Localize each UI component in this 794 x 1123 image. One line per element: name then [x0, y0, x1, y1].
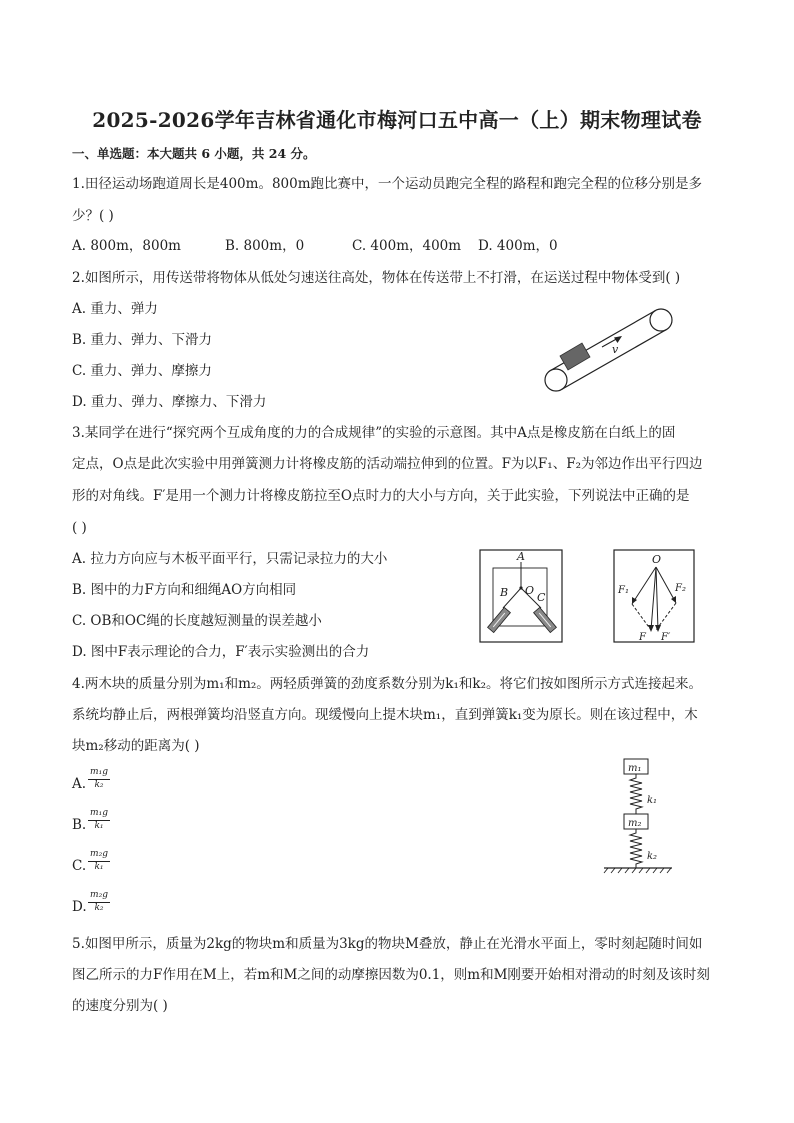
q3-option-b[interactable]: B. 图中的力F方向和细绳AO方向相同 — [72, 582, 297, 598]
spring-k2 — [630, 829, 642, 868]
q2-option-c[interactable]: C. 重力、弹力、摩擦力 — [72, 363, 212, 379]
q4-option-b-fraction[interactable] — [88, 809, 110, 831]
q2-stem: 2.如图所示，用传送带将物体从低处匀速送往高处，物体在传送带上不打滑，在运送过程中物体受到( ) — [72, 270, 681, 286]
q1-stem-line1: 1.田径运动场跑道周长是400m。800m跑比赛中，一个运动员跑完全程的路程和跑完全程的位移分别是多 — [72, 176, 703, 192]
q1-option-b[interactable]: B. 800m，0 — [225, 238, 305, 254]
k2-label: k₂ — [647, 851, 658, 862]
q4-stem-line2: 系统均静止后，两根弹簧均沿竖直方向。现缓慢向上提木块m₁，直到弹簧k₁变为原长。则在该过程中，木 — [72, 707, 698, 723]
q4-b-numerator: m₁g — [90, 808, 108, 818]
exam-title: 2025-2026学年吉林省通化市梅河口五中高一（上）期末物理试卷 — [92, 108, 702, 132]
section-heading: 一、单选题：本大题共 6 小题，共 24 分。 — [72, 146, 316, 161]
q5-stem-line2: 图乙所示的力F作用在M上，若m和M之间的动摩擦因数为0.1，则m和M刚要开始相对滑动的时刻及该时刻 — [72, 967, 710, 983]
q4-option-c-letter[interactable]: C. — [72, 858, 87, 874]
force-parallelogram-figure — [612, 548, 696, 646]
q4-option-a-letter[interactable]: A. — [72, 776, 87, 792]
q2-option-d[interactable]: D. 重力、弹力、摩擦力、下滑力 — [72, 394, 267, 410]
q4-option-b-letter[interactable]: B. — [72, 817, 87, 833]
q4-option-a-fraction[interactable] — [88, 768, 110, 790]
q4-option-c-fraction[interactable] — [88, 850, 110, 872]
q4-d-denominator: k₂ — [94, 903, 104, 913]
q1-option-a[interactable]: A. 800m，800m — [72, 238, 181, 254]
point-a-label: A — [517, 550, 525, 563]
q4-option-d-letter[interactable]: D. — [72, 899, 87, 915]
q3-option-d[interactable]: D. 图中F表示理论的合力，F′表示实验测出的合力 — [72, 644, 370, 660]
q1-option-d[interactable]: D. 400m，0 — [478, 238, 558, 254]
m2-label: m₂ — [628, 818, 642, 829]
q1-stem-line2: 少？( ) — [72, 208, 114, 224]
k1-label: k₁ — [647, 795, 658, 806]
conveyor-belt-figure — [540, 300, 700, 395]
point-o-label: O — [525, 584, 535, 597]
f-prime-label: F′ — [661, 632, 671, 643]
q5-stem-line1: 5.如图甲所示，质量为2kg的物块m和质量为3kg的物块M叠放，静止在光滑水平面上，零时刻起随时间如 — [72, 936, 703, 952]
q4-c-numerator: m₂g — [90, 849, 108, 859]
point-c-label: C — [537, 591, 546, 604]
q4-stem-line3: 块m₂移动的距离为( ) — [72, 738, 200, 754]
point-b-label: B — [500, 586, 509, 599]
f-label: F — [639, 632, 646, 643]
q3-stem-line1: 3.某同学在进行“探究两个互成角度的力的合成规律”的实验的示意图。其中A点是橡皮筋在白纸上的固 — [72, 425, 676, 441]
q4-stem-line1: 4.两木块的质量分别为m₁和m₂。两轻质弹簧的劲度系数分别为k₁和k₂。将它们按如图所示方式连接起来。 — [72, 676, 702, 692]
q3-stem-line3: 形的对角线。F′是用一个测力计将橡皮筋拉至O点时力的大小与方向，关于此实验，下列说法中正确的是 — [72, 488, 690, 504]
f2-label: F₂ — [675, 583, 686, 594]
q4-a-denominator: k₂ — [94, 780, 104, 790]
q4-option-d-fraction[interactable] — [88, 891, 110, 913]
q1-option-c[interactable]: C. 400m，400m — [352, 238, 462, 254]
experiment-board-figure — [478, 548, 564, 646]
spring-block-figure — [600, 756, 680, 878]
q3-stem-line4: ( ) — [72, 520, 87, 536]
q2-option-b[interactable]: B. 重力、弹力、下滑力 — [72, 332, 213, 348]
q5-stem-line3: 的速度分别为( ) — [72, 998, 168, 1014]
q3-option-a[interactable]: A. 拉力方向应与木板平面平行，只需记录拉力的大小 — [72, 551, 388, 567]
q4-c-denominator: k₁ — [94, 862, 104, 872]
q4-b-denominator: k₁ — [94, 821, 104, 831]
spring-k1 — [630, 774, 642, 814]
q3-stem-line2: 定点，O点是此次实验中用弹簧测力计将橡皮筋的活动端拉伸到的位置。F为以F₁、F₂为邻边作出平行四边 — [72, 456, 703, 472]
q2-option-a[interactable]: A. 重力、弹力 — [72, 301, 158, 317]
m1-label: m₁ — [628, 763, 642, 774]
q3-option-c[interactable]: C. OB和OC绳的长度越短测量的误差越小 — [72, 613, 322, 629]
q4-d-numerator: m₂g — [90, 890, 108, 900]
velocity-label: v — [612, 343, 619, 356]
origin-o-label: O — [652, 553, 662, 566]
f1-label: F₁ — [618, 585, 629, 596]
cargo-block — [560, 343, 590, 370]
q4-a-numerator: m₁g — [90, 767, 108, 777]
